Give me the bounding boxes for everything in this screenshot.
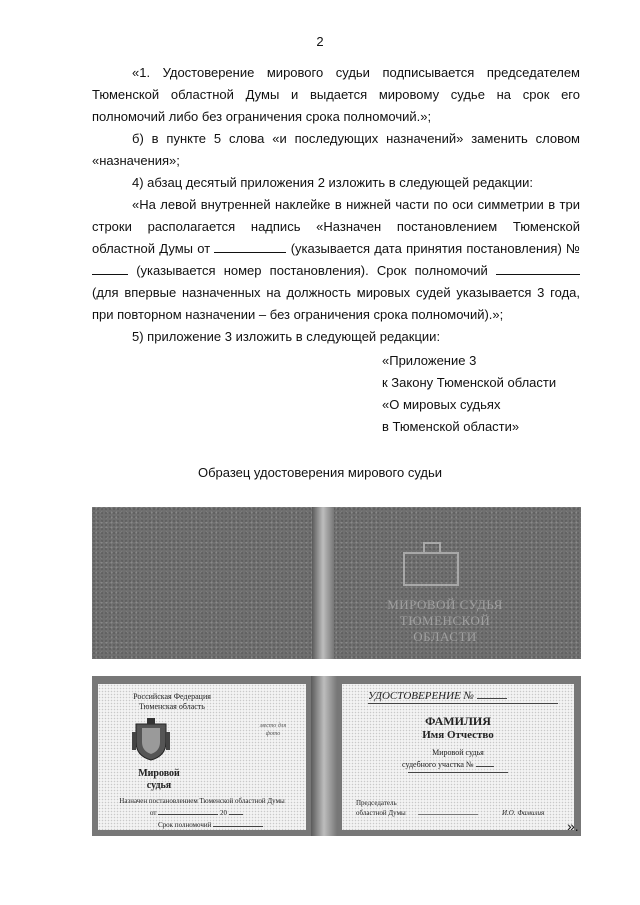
cover-title-line-1: МИРОВОЙ СУДЬЯ: [387, 597, 503, 612]
district-underline: [408, 772, 508, 773]
appendix-header: [382, 350, 556, 438]
paragraph-2: б) в пункте 5 слова «и последующих назначений» заменить словом «назначения»;: [92, 131, 580, 168]
from-prefix: от: [150, 809, 157, 817]
surname: ФАМИЛИЯ: [425, 714, 491, 728]
paragraph-4-part2: (указывается дата принятия постановления) №: [290, 241, 581, 256]
certificate-number-row: [368, 690, 507, 702]
chair-line-2: областной Думы: [356, 809, 406, 817]
term-line: [158, 818, 263, 830]
paragraph-4-part4: (для впервые назначенных на должность мировых судей указывается 3 года, при повторном назначении – без ограничения срока полномочий).»;: [92, 285, 580, 322]
chair-line-1: Председатель: [356, 799, 397, 807]
paragraph-4: [92, 194, 580, 326]
year-suffix: 20: [219, 809, 227, 817]
certificate-inner-spread: [92, 676, 581, 836]
region-label: Тюменская область: [139, 702, 205, 711]
certificate-label: УДОСТОВЕРЕНИЕ №: [368, 690, 474, 702]
certificate-underline: [368, 703, 558, 704]
chair-signature-block: [356, 798, 406, 818]
closing-quote: ».: [567, 818, 579, 834]
signature-name: И.О. Фамилия: [502, 809, 545, 817]
cover-emblem-icon: [403, 552, 459, 586]
photo-placeholder: место для фото: [259, 723, 287, 737]
certificate-left-panel: [98, 684, 306, 830]
date-line: [158, 806, 218, 815]
term-blank: [496, 262, 580, 275]
appendix-line-4: в Тюменской области»: [382, 419, 520, 434]
paragraph-3: 4) абзац десятый приложения 2 изложить в следующей редакции:: [132, 175, 534, 190]
number-blank: [92, 262, 128, 275]
paragraph-1: «1. Удостоверение мирового судьи подписывается председателем Тюменской областной Думы и выдается мировому судье на срок его полномочий либо без ограничения срока полномочий.»;: [92, 65, 580, 124]
date-blank: [214, 240, 286, 253]
sample-title: Образец удостоверения мирового судьи: [197, 465, 443, 480]
role-label: Мировой судья: [432, 748, 484, 757]
left-title-line-2: судья: [146, 780, 172, 791]
term-underline: [213, 818, 263, 827]
term-label: Срок полномочий: [158, 821, 212, 829]
coat-of-arms-icon: [132, 718, 170, 762]
cover-title-line-2: ТЮМЕНСКОЙ ОБЛАСТИ: [399, 613, 491, 644]
district-row: [402, 758, 494, 770]
cover-title: [370, 597, 520, 645]
appointed-date-line: [150, 806, 243, 818]
district-line: [476, 758, 494, 767]
inner-spine: [311, 676, 337, 836]
paragraph-5: 5) приложение 3 изложить в следующей редакции:: [132, 329, 441, 344]
district-label: судебного участка №: [402, 760, 474, 769]
left-title-line-1: Мировой: [138, 768, 180, 779]
signature-line: [418, 814, 478, 815]
name-patronymic: Имя Отчество: [422, 729, 494, 741]
paragraph-4-part1: «На левой внутренней наклейке в нижней части по оси симметрии в три строки располагается надпись «Назначен постановлением Тюменской областной Думы от: [92, 197, 580, 256]
paragraph-4-part3: (указывается номер постановления). Срок полномочий: [136, 263, 488, 278]
certificate-number-line: [477, 690, 507, 699]
appendix-line-3: «О мировых судьях: [382, 397, 501, 412]
left-panel-title: [124, 768, 194, 792]
appendix-line-2: к Закону Тюменской области: [382, 375, 557, 390]
appendix-line-1: «Приложение 3: [382, 353, 477, 368]
certificate-right-panel: [342, 684, 574, 830]
year-line: [229, 806, 243, 815]
appointed-text: Назначен постановлением Тюменской областной Думы: [119, 797, 285, 805]
country-label: Российская Федерация: [133, 692, 211, 701]
page-number: 2: [316, 34, 324, 49]
cover-spine: [312, 507, 334, 659]
